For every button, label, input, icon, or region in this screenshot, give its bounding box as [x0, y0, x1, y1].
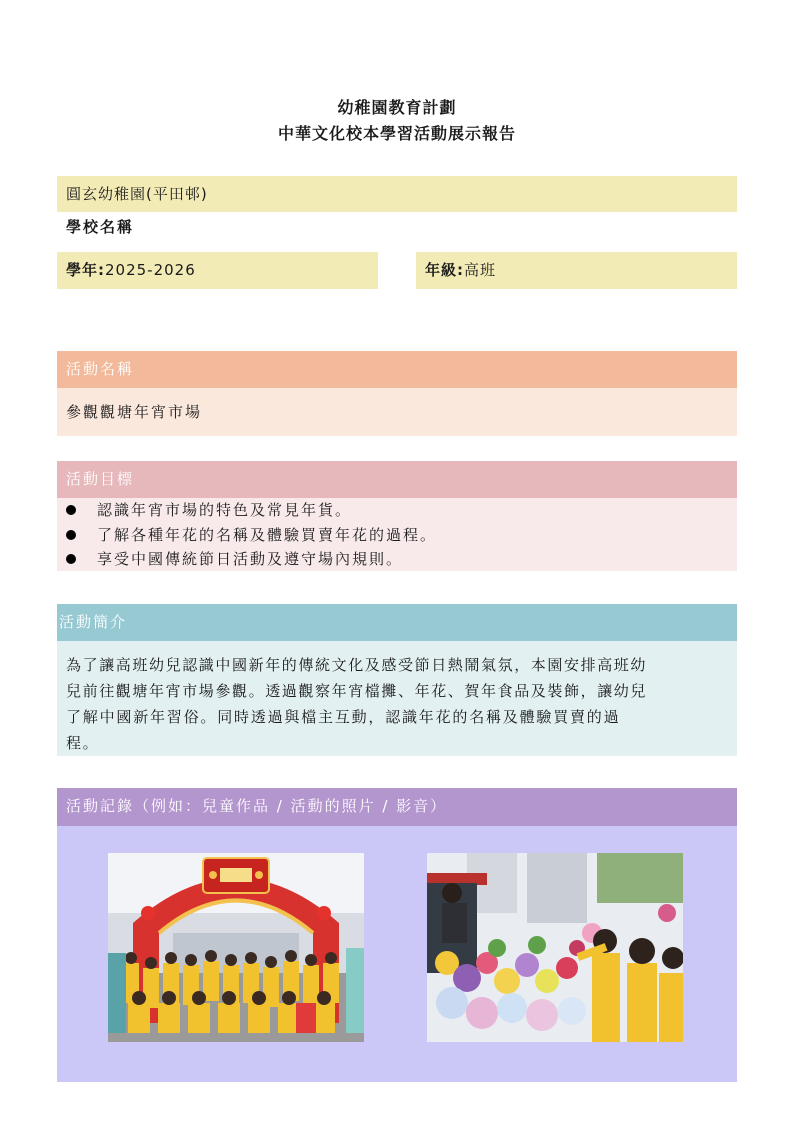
intro-line: 為了讓高班幼兒認識中國新年的傳統文化及感受節日熱鬧氣氛，本園安排高班幼: [66, 656, 648, 674]
activity-name-value: 參觀觀塘年宵市場: [57, 388, 737, 436]
intro-line: 兒前往觀塘年宵市場參觀。透過觀察年宵檔攤、年花、賀年食品及裝飾，讓幼兒: [66, 682, 648, 700]
records-header: 活動記錄（例如：兒童作品 / 活動的照片 / 影音）: [57, 788, 737, 826]
objective-item: [57, 523, 737, 548]
bullet-icon: [66, 530, 76, 540]
grade-label: 年級:: [425, 261, 464, 279]
intro-line: 程。: [66, 734, 100, 752]
activity-photo-gate: [108, 853, 364, 1042]
school-name-field: 圓玄幼稚園(平田邨): [57, 176, 737, 212]
school-name-label: 學校名稱: [66, 218, 135, 236]
activity-name-header: 活動名稱: [57, 351, 737, 388]
objectives-body: [57, 498, 737, 571]
grade-value: 高班: [464, 261, 497, 279]
school-year-label: 學年:: [66, 261, 105, 279]
objective-item: [57, 547, 737, 572]
grade-field: [416, 252, 737, 289]
intro-header: 活動簡介: [57, 604, 737, 641]
intro-line: 了解中國新年習俗。同時透過與檔主互動，認識年花的名稱及體驗買賣的過: [66, 708, 621, 726]
bullet-icon: [66, 554, 76, 564]
objective-text: 享受中國傳統節日活動及遵守場內規則。: [97, 550, 404, 568]
objectives-header: 活動目標: [57, 461, 737, 498]
objective-text: 了解各種年花的名稱及體驗買賣年花的過程。: [97, 525, 438, 544]
objective-item: [57, 498, 737, 523]
objective-text: 認識年宵市場的特色及常見年貨。: [97, 501, 353, 519]
objectives-list: [57, 498, 737, 572]
intro-body: [57, 641, 737, 756]
activity-photo-flowers: [427, 853, 683, 1042]
school-year-field: [57, 252, 378, 289]
bullet-icon: [66, 505, 76, 515]
report-title-line1: 幼稚園教育計劃: [337, 98, 457, 117]
report-title-line2: 中華文化校本學習活動展示報告: [277, 124, 516, 143]
school-year-value: 2025-2026: [105, 261, 196, 279]
